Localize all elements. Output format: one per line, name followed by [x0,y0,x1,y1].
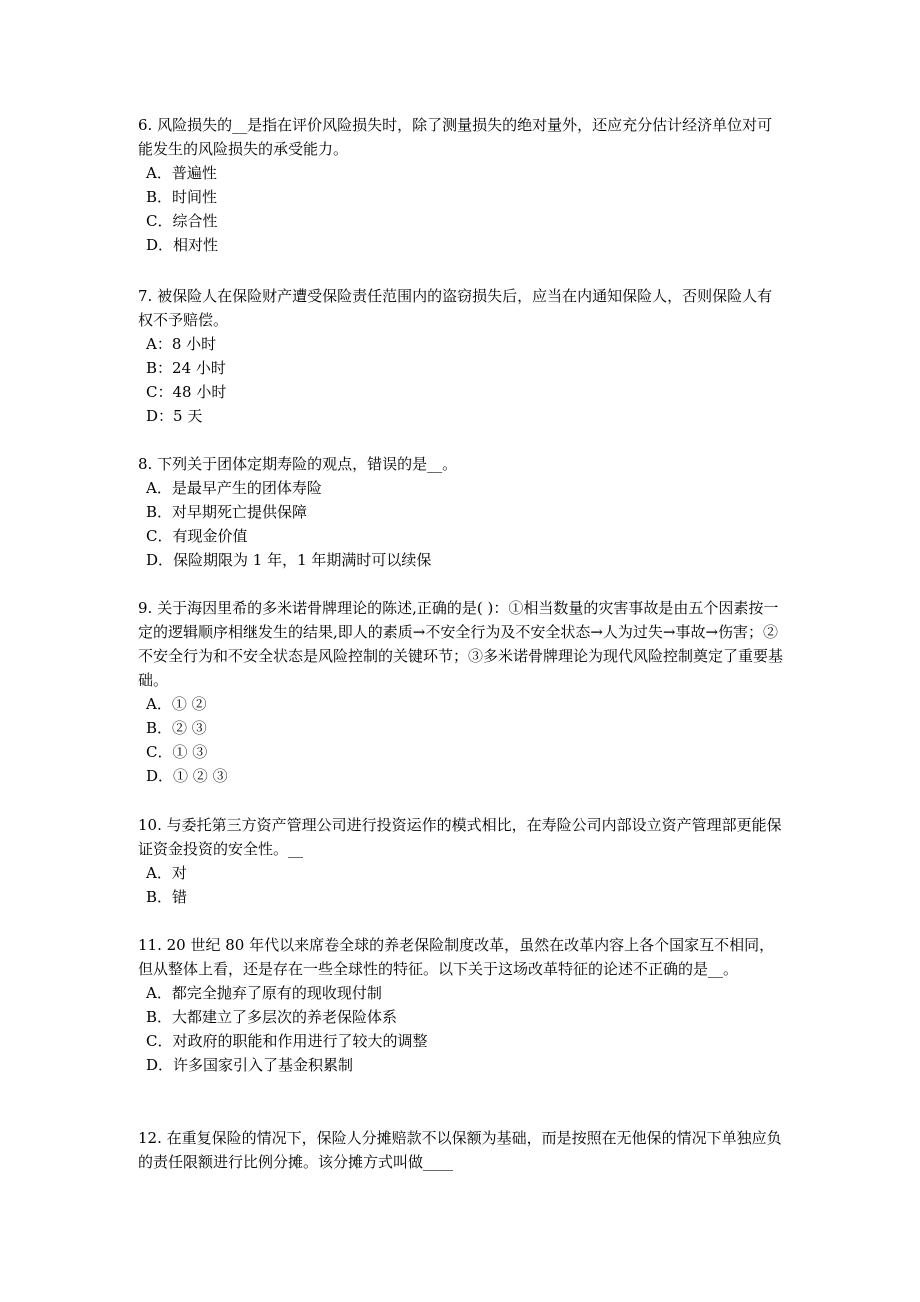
option-c: C．综合性 [146,212,218,230]
option-list [138,161,786,257]
option-list [138,332,786,428]
question-9 [138,596,786,788]
option-b: B．对早期死亡提供保障 [146,503,308,521]
option-a: A．普遍性 [146,164,217,182]
option-d: D．① ② ③ [146,767,228,785]
option-c: C．有现金价值 [146,527,248,545]
option-list [138,861,786,909]
option-d: D．保险期限为 1 年，1 年期满时可以续保 [146,551,432,569]
question-8 [138,452,786,572]
option-a: A．是最早产生的团体寿险 [146,479,322,497]
option-b: B．错 [146,888,188,906]
question-stem: 11. 20 世纪 80 年代以来席卷全球的养老保险制度改革，虽然在改革内容上各个国家互不相同，但从整体上看，还是存在一些全球性的特征。以下关于这场改革特征的论述不正确的是__。 [138,936,775,978]
option-b: B：24 小时 [146,359,226,377]
option-b: B．时间性 [146,188,218,206]
option-a: A．都完全抛弃了原有的现收现付制 [146,984,382,1002]
option-d: D：5 天 [146,407,203,425]
option-b: B．大都建立了多层次的养老保险体系 [146,1008,398,1026]
question-12 [138,1126,786,1174]
question-stem: 8. 下列关于团体定期寿险的观点，错误的是__。 [138,455,458,473]
question-7 [138,284,786,428]
option-d: D．相对性 [146,236,219,254]
option-a: A．对 [146,864,187,882]
option-c: C：48 小时 [146,383,227,401]
option-a: A：8 小时 [146,335,217,353]
option-d: D．许多国家引入了基金积累制 [146,1056,354,1074]
question-10 [138,813,786,909]
option-list [138,981,786,1077]
option-c: C．① ③ [146,743,208,761]
option-c: C．对政府的职能和作用进行了较大的调整 [146,1032,428,1050]
option-list [138,476,786,572]
question-6 [138,113,786,257]
option-b: B．② ③ [146,719,207,737]
question-11 [138,933,786,1077]
question-stem: 10. 与委托第三方资产管理公司进行投资运作的模式相比，在寿险公司内部设立资产管理部更能保证资金投资的安全性。__ [138,816,782,858]
question-stem: 9. 关于海因里希的多米诺骨牌理论的陈述,正确的是( )：①相当数量的灾害事故是由五个因素按一定的逻辑顺序相继发生的结果,即人的素质→不安全行为及不安全状态→人为过失→事故→伤害；②不安全行为和不安全状态是风险控制的关键环节；③多米诺骨牌理论为现代风险控制奠定了重要基础。 [138,599,784,689]
question-stem: 12. 在重复保险的情况下，保险人分摊赔款不以保额为基础，而是按照在无他保的情况下单独应负的责任限额进行比例分摊。该分摊方式叫做____ [138,1129,782,1171]
question-stem: 6. 风险损失的__是指在评价风险损失时，除了测量损失的绝对量外，还应充分估计经济单位对可能发生的风险损失的承受能力。 [138,116,773,158]
question-stem: 7. 被保险人在保险财产遭受保险责任范围内的盗窃损失后，应当在内通知保险人，否则保险人有权不予赔偿。 [138,287,773,329]
option-a: A．① ② [146,695,207,713]
option-list [138,692,786,788]
